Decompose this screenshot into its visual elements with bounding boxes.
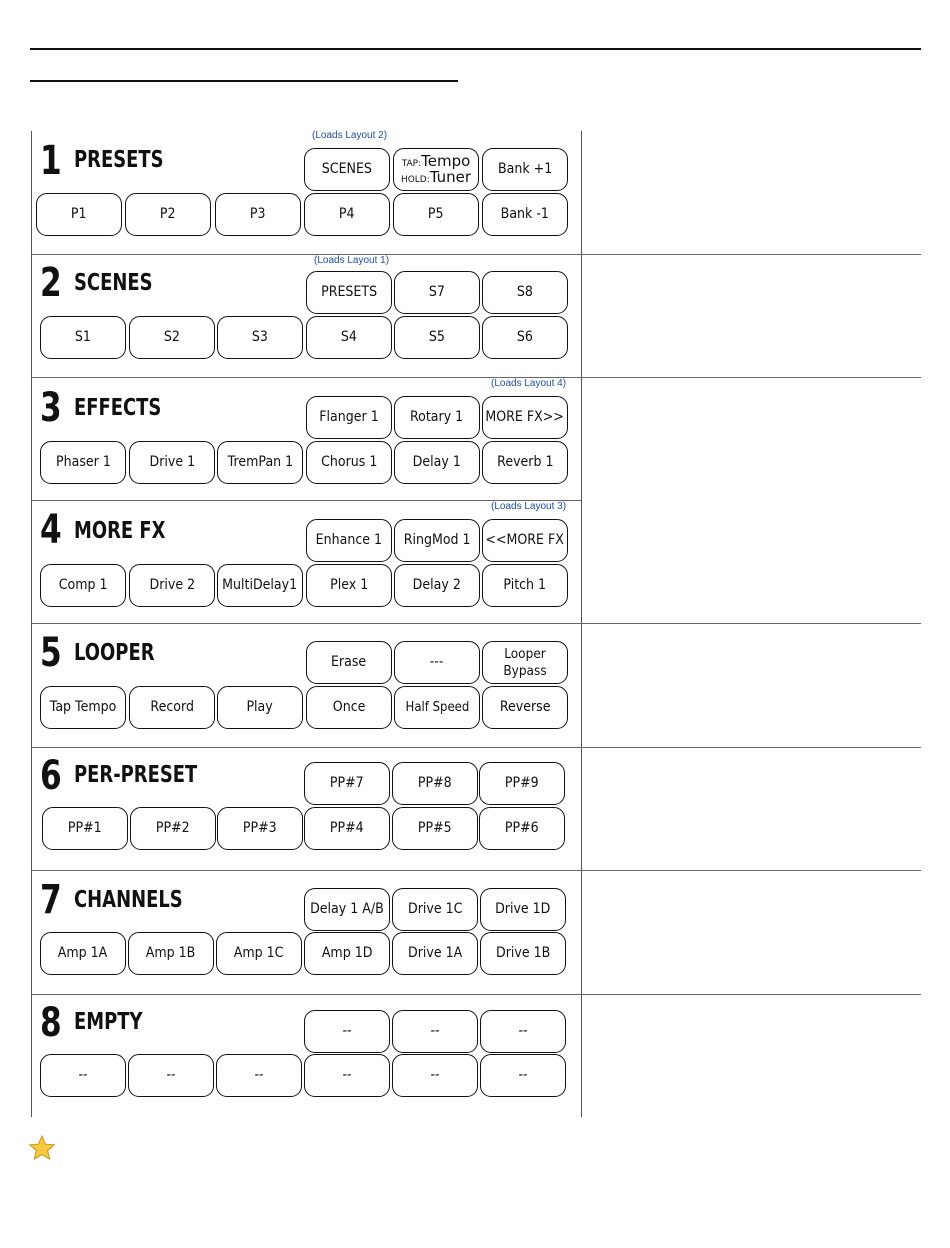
play-button[interactable]: Play [217, 686, 303, 729]
trempan-1-button[interactable]: TremPan 1 [217, 441, 303, 484]
layout-number: 8 [40, 1000, 62, 1046]
comp-1-button[interactable]: Comp 1 [40, 564, 126, 607]
pp-9-button[interactable]: PP#9 [479, 762, 565, 805]
layout-number: 6 [40, 753, 62, 799]
layout-title: PRESETS [74, 147, 164, 173]
layout-title: EMPTY [74, 1009, 143, 1035]
pp-8-button[interactable]: PP#8 [392, 762, 478, 805]
layout-note: (Loads Layout 1) [314, 255, 390, 266]
empty-button[interactable]: -- [392, 1010, 478, 1053]
layout-note: (Loads Layout 4) [491, 378, 567, 389]
layout-number: 4 [40, 507, 62, 553]
empty-button[interactable]: -- [480, 1054, 566, 1097]
pp-2-button[interactable]: PP#2 [130, 807, 216, 850]
pp-5-button[interactable]: PP#5 [392, 807, 478, 850]
layout-note: (Loads Layout 2) [312, 130, 388, 141]
empty-switch-button[interactable]: --- [394, 641, 480, 684]
reverb-1-button[interactable]: Reverb 1 [482, 441, 568, 484]
scene-5-button[interactable]: S5 [394, 316, 480, 359]
delay-1-button[interactable]: Delay 1 [394, 441, 480, 484]
pp-7-button[interactable]: PP#7 [304, 762, 390, 805]
scene-4-button[interactable]: S4 [306, 316, 392, 359]
empty-button[interactable]: -- [128, 1054, 214, 1097]
layout-4-more-fx [32, 501, 580, 623]
layout-2-scenes [32, 255, 580, 377]
layout-number: 3 [40, 385, 62, 431]
layout-6-per-preset [32, 748, 580, 870]
pp-1-button[interactable]: PP#1 [42, 807, 128, 850]
empty-button[interactable]: -- [392, 1054, 478, 1097]
ringmod-1-button[interactable]: RingMod 1 [394, 519, 480, 562]
top-rule [30, 48, 921, 50]
preset-3-button[interactable]: P3 [215, 193, 301, 236]
sub-rule [30, 80, 458, 82]
scene-2-button[interactable]: S2 [129, 316, 215, 359]
scene-3-button[interactable]: S3 [217, 316, 303, 359]
rotary-1-button[interactable]: Rotary 1 [394, 396, 480, 439]
tap-tempo-button[interactable]: Tap Tempo [40, 686, 126, 729]
pp-6-button[interactable]: PP#6 [479, 807, 565, 850]
phaser-1-button[interactable]: Phaser 1 [40, 441, 126, 484]
drive-1c-button[interactable]: Drive 1C [392, 888, 478, 931]
erase-button[interactable]: Erase [306, 641, 392, 684]
bank-up-button[interactable]: Bank +1 [482, 148, 568, 191]
layout-number: 2 [40, 260, 62, 306]
layout-note: (Loads Layout 3) [491, 501, 567, 512]
layout-number: 1 [40, 138, 62, 184]
pp-3-button[interactable]: PP#3 [217, 807, 303, 850]
scene-1-button[interactable]: S1 [40, 316, 126, 359]
drive-1d-button[interactable]: Drive 1D [480, 888, 566, 931]
layout-number: 7 [40, 877, 62, 923]
empty-button[interactable]: -- [216, 1054, 302, 1097]
half-speed-button[interactable]: Half Speed [394, 686, 480, 729]
amp-1a-button[interactable]: Amp 1A [40, 932, 126, 975]
plex-1-button[interactable]: Plex 1 [306, 564, 392, 607]
presets-button[interactable]: PRESETS [306, 271, 392, 314]
layout-3-effects [32, 378, 580, 500]
scenes-button[interactable]: SCENES [304, 148, 390, 191]
layout-title: SCENES [74, 270, 153, 296]
tap-tempo-hold-tuner-button[interactable]: TAP:Tempo HOLD:Tuner [393, 148, 479, 191]
empty-button[interactable]: -- [480, 1010, 566, 1053]
reverse-button[interactable]: Reverse [482, 686, 568, 729]
delay-1-ab-button[interactable]: Delay 1 A/B [304, 888, 390, 931]
looper-bypass-button[interactable]: Looper Bypass [482, 641, 568, 684]
table-column-divider [581, 131, 582, 1117]
empty-button[interactable]: -- [304, 1010, 390, 1053]
preset-1-button[interactable]: P1 [36, 193, 122, 236]
back-more-fx-button[interactable]: <<MORE FX [482, 519, 568, 562]
scene-8-button[interactable]: S8 [482, 271, 568, 314]
layout-5-looper [32, 624, 580, 747]
delay-2-button[interactable]: Delay 2 [394, 564, 480, 607]
layout-title: PER-PRESET [74, 762, 198, 788]
once-button[interactable]: Once [306, 686, 392, 729]
preset-5-button[interactable]: P5 [393, 193, 479, 236]
empty-button[interactable]: -- [40, 1054, 126, 1097]
layout-title: LOOPER [74, 640, 155, 666]
chorus-1-button[interactable]: Chorus 1 [306, 441, 392, 484]
layout-title: MORE FX [74, 518, 166, 544]
pitch-1-button[interactable]: Pitch 1 [482, 564, 568, 607]
layout-7-channels [32, 871, 580, 994]
layout-number: 5 [40, 630, 62, 676]
bank-down-button[interactable]: Bank -1 [482, 193, 568, 236]
drive-1a-button[interactable]: Drive 1A [392, 932, 478, 975]
preset-2-button[interactable]: P2 [125, 193, 211, 236]
amp-1c-button[interactable]: Amp 1C [216, 932, 302, 975]
scene-6-button[interactable]: S6 [482, 316, 568, 359]
star-icon[interactable] [28, 1134, 56, 1162]
drive-1-button[interactable]: Drive 1 [129, 441, 215, 484]
flanger-1-button[interactable]: Flanger 1 [306, 396, 392, 439]
more-fx-button[interactable]: MORE FX>> [482, 396, 568, 439]
amp-1b-button[interactable]: Amp 1B [128, 932, 214, 975]
scene-7-button[interactable]: S7 [394, 271, 480, 314]
layout-title: EFFECTS [74, 395, 162, 421]
layout-8-empty [32, 995, 580, 1117]
multidelay-1-button[interactable]: MultiDelay1 [217, 564, 303, 607]
record-button[interactable]: Record [129, 686, 215, 729]
layout-title: CHANNELS [74, 887, 183, 913]
pp-4-button[interactable]: PP#4 [304, 807, 390, 850]
enhance-1-button[interactable]: Enhance 1 [306, 519, 392, 562]
amp-1d-button[interactable]: Amp 1D [304, 932, 390, 975]
layout-1-presets [32, 131, 580, 254]
empty-button[interactable]: -- [304, 1054, 390, 1097]
preset-4-button[interactable]: P4 [304, 193, 390, 236]
drive-1b-button[interactable]: Drive 1B [480, 932, 566, 975]
drive-2-button[interactable]: Drive 2 [129, 564, 215, 607]
